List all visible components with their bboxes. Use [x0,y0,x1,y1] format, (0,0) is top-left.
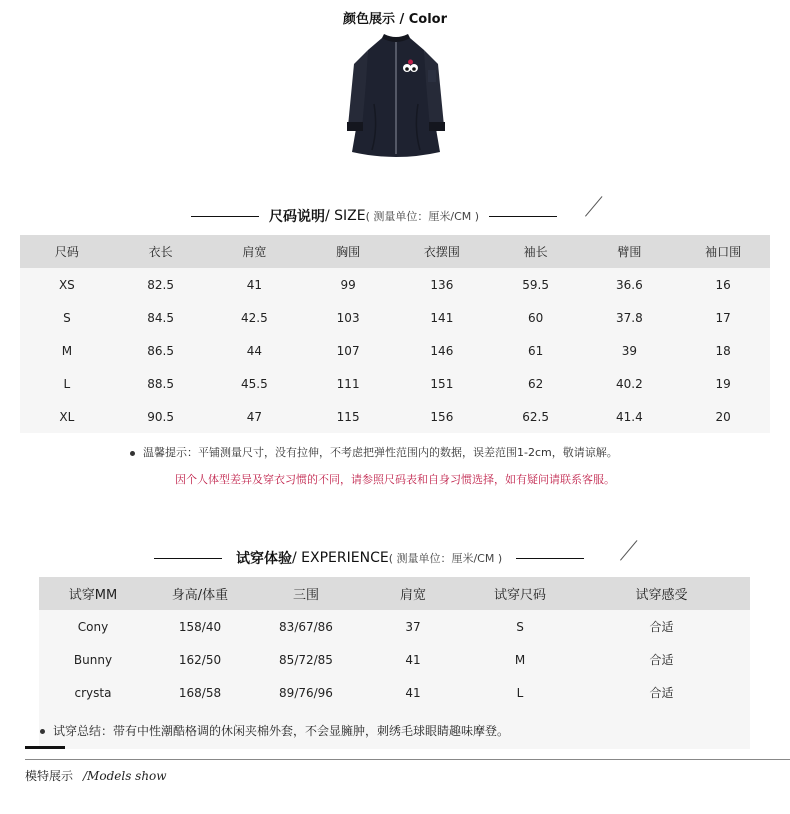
size-header-cell: 袖口围 [705,245,742,259]
size-section-header [191,206,557,226]
size-cell: 61 [527,343,544,358]
size-cell: 90.5 [147,409,174,424]
size-header-cell: 衣摆围 [423,245,460,259]
title-rule-left [191,216,259,217]
size-title-en: / SIZE [325,208,366,224]
title-rule-right [489,216,557,217]
bullet-icon [40,729,45,734]
table-row [20,334,770,367]
size-cell: 47 [246,409,263,424]
experience-cell: 83/67/86 [279,619,333,634]
experience-cell: Cony [77,619,109,634]
experience-header-cell: 试穿尺码 [493,588,546,603]
experience-cell: 162/50 [178,652,222,667]
title-rule-left [154,558,222,559]
size-cell: XS [58,277,75,292]
size-cell: 19 [715,376,731,391]
size-cell: 36.6 [616,277,643,292]
experience-header-cell: 试穿感受 [635,588,688,603]
size-header-cell: 尺码 [54,245,79,259]
size-header-cell: 肩宽 [242,245,267,259]
experience-header-cell: 试穿MM [68,588,118,603]
experience-cell: 168/58 [178,685,222,700]
experience-title-cn: 试穿体验 [236,551,292,567]
size-cell: 151 [430,376,454,391]
experience-cell: Bunny [73,652,113,667]
models-section-title [25,767,167,784]
experience-header-cell: 三围 [292,588,319,603]
size-cell: 41.4 [616,409,643,424]
models-title-cn: 模特展示 [25,769,74,783]
size-header-cell: 胸围 [336,245,361,259]
experience-table-header-row [39,577,750,610]
size-cell: 45.5 [241,376,268,391]
size-cell: 86.5 [147,343,174,358]
size-cell: 16 [715,277,731,292]
size-cell: 156 [430,409,454,424]
table-row [20,301,770,334]
size-table-header-row [20,235,770,268]
size-cell: 41 [246,277,263,292]
experience-header-cell: 身高/体重 [171,588,229,603]
size-cell: 39 [621,343,638,358]
size-cell: 111 [336,376,360,391]
size-cell: 84.5 [147,310,174,325]
experience-table [39,577,750,709]
size-cell: S [63,310,71,325]
size-cell: 60 [527,310,544,325]
size-header-cell: 臂围 [617,245,642,259]
table-row [20,367,770,400]
experience-summary [40,722,509,739]
experience-header-cell: 肩宽 [399,588,426,603]
size-cell: 40.2 [616,376,643,391]
size-header-cell: 袖长 [523,245,548,259]
experience-title-en: / EXPERIENCE [292,550,389,566]
size-warning: 因个人体型差异及穿衣习惯的不同，请参照尺码表和自身习惯选择，如有疑问请联系客服。 [175,473,615,486]
size-cell: 18 [715,343,731,358]
experience-cell: S [516,619,524,634]
decorative-slash [585,196,602,217]
models-accent-bar [25,746,65,749]
size-cell: 42.5 [241,310,268,325]
table-row [20,268,770,301]
experience-cell: 158/40 [178,619,222,634]
size-unit: ( 测量单位：厘米/CM ) [365,210,480,223]
table-row [39,676,750,709]
size-cell: 103 [336,310,360,325]
experience-cell: 合适 [649,620,674,634]
experience-section-header [154,548,584,568]
size-header-cell: 衣长 [148,245,173,259]
size-cell: 59.5 [522,277,549,292]
table-row [39,610,750,643]
experience-cell: 37 [405,619,421,634]
experience-cell: M [514,652,526,667]
experience-cell: L [516,685,524,700]
title-rule-right [516,558,584,559]
size-cell: 62 [527,376,544,391]
size-cell: L [63,376,71,391]
size-cell: 37.8 [616,310,643,325]
experience-cell: 89/76/96 [279,685,333,700]
bullet-icon [130,451,135,456]
size-cell: 115 [336,409,360,424]
size-cell: 99 [340,277,356,292]
experience-cell: 合适 [649,653,674,667]
size-cell: 44 [246,343,263,358]
experience-cell: 41 [405,685,421,700]
size-table [20,235,770,433]
table-row [39,643,750,676]
experience-unit: ( 测量单位：厘米/CM ) [388,552,503,565]
models-divider [25,759,790,760]
experience-cell: 85/72/85 [279,652,333,667]
size-cell: M [61,343,73,358]
size-note [130,444,618,460]
decorative-slash [620,540,637,561]
experience-cell: crysta [74,685,112,700]
size-cell: 136 [430,277,454,292]
size-cell: 141 [430,310,454,325]
size-note-text: 温馨提示：平铺测量尺寸，没有拉伸，不考虑把弹性范围内的数据，误差范围1-2cm，敬请谅解。 [143,446,618,459]
color-section-title: 颜色展示 / Color [342,12,448,27]
size-cell: 146 [430,343,454,358]
experience-cell: 合适 [649,686,674,700]
size-cell: 88.5 [147,376,174,391]
size-cell: 107 [336,343,360,358]
jacket-product-image[interactable] [344,34,448,160]
experience-cell: 41 [405,652,421,667]
size-cell: 62.5 [522,409,549,424]
table-row [20,400,770,433]
models-title-en: /Models show [83,769,167,783]
size-cell: XL [59,409,75,424]
size-cell: 17 [715,310,731,325]
experience-summary-text: 试穿总结：带有中性潮酷格调的休闲夹棉外套，不会显臃肿，刺绣毛球眼睛趣味摩登。 [53,724,510,738]
size-cell: 20 [715,409,731,424]
size-title-cn: 尺码说明 [269,209,325,225]
size-cell: 82.5 [147,277,174,292]
